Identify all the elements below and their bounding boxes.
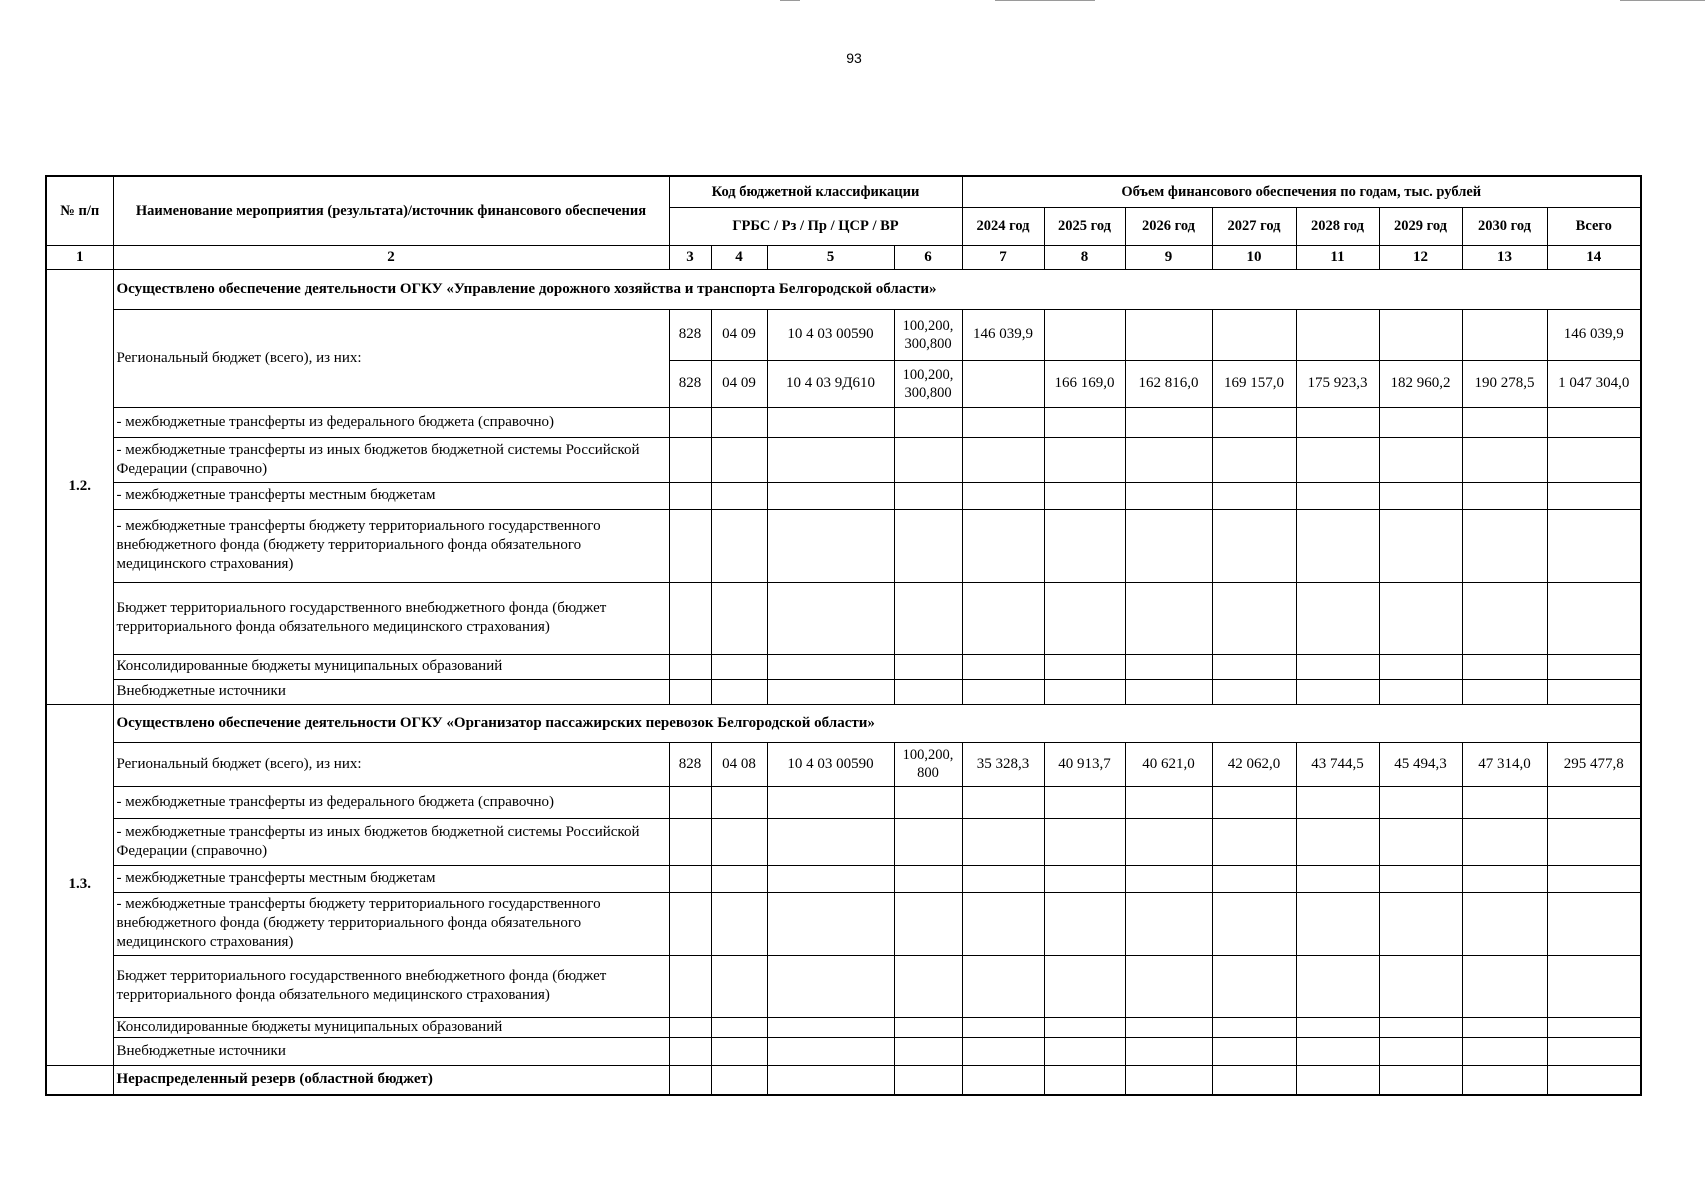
header-year: 2026 год: [1125, 207, 1212, 245]
grbs-cell: 828: [669, 309, 711, 360]
total-cell: 295 477,8: [1547, 742, 1641, 786]
column-number: 13: [1462, 245, 1547, 269]
header-year: 2028 год: [1296, 207, 1379, 245]
scan-artifact-line: [995, 0, 1095, 1]
sub-row-label: Консолидированные бюджеты муниципальных образований: [113, 654, 669, 679]
scan-artifact-line: [1620, 0, 1705, 1]
column-number: 5: [767, 245, 894, 269]
column-number: 12: [1379, 245, 1462, 269]
value-cell: 45 494,3: [1379, 742, 1462, 786]
sub-row-label: - межбюджетные трансферты из федерального бюджета (справочно): [113, 786, 669, 818]
sub-row-label: Бюджет территориального государственного внебюджетного фонда (бюджет территориального фонда обязательного медицинского страхования): [113, 582, 669, 654]
vr-cell: 100,200, 300,800: [894, 360, 962, 407]
sub-row-label: Внебюджетные источники: [113, 679, 669, 704]
reserve-label: Нераспределенный резерв (областной бюджет): [113, 1065, 669, 1095]
column-number: 3: [669, 245, 711, 269]
reserve-row: [46, 1065, 1641, 1095]
value-cell: [1462, 309, 1547, 360]
sub-row: [46, 865, 1641, 892]
header-year: 2025 год: [1044, 207, 1125, 245]
header-year: 2029 год: [1379, 207, 1462, 245]
section-title-row: [46, 269, 1641, 309]
value-cell: [1296, 309, 1379, 360]
column-number: 14: [1547, 245, 1641, 269]
sub-row-label: Консолидированные бюджеты муниципальных образований: [113, 1017, 669, 1037]
total-cell: 146 039,9: [1547, 309, 1641, 360]
section-title: Осуществлено обеспечение деятельности ОГКУ «Организатор пассажирских перевозок Белгородской области»: [113, 704, 1641, 742]
column-number: 1: [46, 245, 113, 269]
sub-row-label: - межбюджетные трансферты из федерального бюджета (справочно): [113, 407, 669, 437]
rz-pr-cell: 04 09: [711, 360, 767, 407]
csr-cell: 10 4 03 9Д610: [767, 360, 894, 407]
sub-row: [46, 892, 1641, 955]
header-year: 2024 год: [962, 207, 1044, 245]
sub-row-label: - межбюджетные трансферты из иных бюджетов бюджетной системы Российской Федерации (справочно): [113, 818, 669, 865]
header-col-num: № п/п: [46, 176, 113, 245]
column-number: 9: [1125, 245, 1212, 269]
value-cell: 47 314,0: [1462, 742, 1547, 786]
column-number: 11: [1296, 245, 1379, 269]
column-number-row: [46, 245, 1641, 269]
value-cell: 146 039,9: [962, 309, 1044, 360]
header-col-code: Код бюджетной классификации: [669, 176, 962, 207]
sub-row: [46, 654, 1641, 679]
column-number: 2: [113, 245, 669, 269]
sub-row-label: - межбюджетные трансферты бюджету территориального государственного внебюджетного фонда (бюджету территориального фонда обязательного медицинского страхования): [113, 892, 669, 955]
vr-cell: 100,200, 300,800: [894, 309, 962, 360]
value-cell: 169 157,0: [1212, 360, 1296, 407]
sub-row: [46, 437, 1641, 482]
budget-table: [45, 175, 1642, 1096]
sub-row: [46, 407, 1641, 437]
header-col-name: Наименование мероприятия (результата)/источник финансового обеспечения: [113, 176, 669, 245]
reserve-index: [46, 1065, 113, 1095]
sub-row: [46, 955, 1641, 1017]
regional-budget-row: [46, 309, 1641, 360]
value-cell: 40 621,0: [1125, 742, 1212, 786]
column-number: 10: [1212, 245, 1296, 269]
grbs-cell: 828: [669, 742, 711, 786]
header-total: Всего: [1547, 207, 1641, 245]
sub-row: [46, 818, 1641, 865]
total-cell: 1 047 304,0: [1547, 360, 1641, 407]
value-cell: 166 169,0: [1044, 360, 1125, 407]
sub-row-label: - межбюджетные трансферты бюджету территориального государственного внебюджетного фонда (бюджету территориального фонда обязательного медицинского страхования): [113, 509, 669, 582]
rz-pr-cell: 04 08: [711, 742, 767, 786]
sub-row: [46, 482, 1641, 509]
section-title: Осуществлено обеспечение деятельности ОГКУ «Управление дорожного хозяйства и транспорта Белгородской области»: [113, 269, 1641, 309]
value-cell: 162 816,0: [1125, 360, 1212, 407]
column-number: 4: [711, 245, 767, 269]
value-cell: 182 960,2: [1379, 360, 1462, 407]
csr-cell: 10 4 03 00590: [767, 742, 894, 786]
sub-row-label: - межбюджетные трансферты местным бюджетам: [113, 482, 669, 509]
value-cell: [1212, 309, 1296, 360]
value-cell: 42 062,0: [1212, 742, 1296, 786]
value-cell: 175 923,3: [1296, 360, 1379, 407]
sub-row-label: Бюджет территориального государственного внебюджетного фонда (бюджет территориального фонда обязательного медицинского страхования): [113, 955, 669, 1017]
section-title-row: [46, 704, 1641, 742]
sub-row: [46, 1037, 1641, 1065]
sub-row: [46, 786, 1641, 818]
header-col-volume: Объем финансового обеспечения по годам, тыс. рублей: [962, 176, 1641, 207]
value-cell: [1379, 309, 1462, 360]
column-number: 6: [894, 245, 962, 269]
rz-pr-cell: 04 09: [711, 309, 767, 360]
header-year: 2027 год: [1212, 207, 1296, 245]
sub-row-label: - межбюджетные трансферты местным бюджетам: [113, 865, 669, 892]
vr-cell: 100,200, 800: [894, 742, 962, 786]
value-cell: 35 328,3: [962, 742, 1044, 786]
sub-row-label: - межбюджетные трансферты из иных бюджетов бюджетной системы Российской Федерации (справочно): [113, 437, 669, 482]
sub-row-label: Внебюджетные источники: [113, 1037, 669, 1065]
regional-budget-label: Региональный бюджет (всего), из них:: [113, 742, 669, 786]
sub-row: [46, 582, 1641, 654]
grbs-cell: 828: [669, 360, 711, 407]
section-index: 1.2.: [46, 269, 113, 704]
scan-artifact-line: [780, 0, 800, 1]
value-cell: 43 744,5: [1296, 742, 1379, 786]
column-number: 8: [1044, 245, 1125, 269]
section-index: 1.3.: [46, 704, 113, 1065]
regional-budget-row: [46, 742, 1641, 786]
value-cell: [962, 360, 1044, 407]
value-cell: 190 278,5: [1462, 360, 1547, 407]
column-number: 7: [962, 245, 1044, 269]
sub-row: [46, 1017, 1641, 1037]
value-cell: [1125, 309, 1212, 360]
value-cell: 40 913,7: [1044, 742, 1125, 786]
header-col-code-sub: ГРБС / Рз / Пр / ЦСР / ВР: [669, 207, 962, 245]
sub-row: [46, 509, 1641, 582]
regional-budget-label: Региональный бюджет (всего), из них:: [113, 309, 669, 407]
sub-row: [46, 679, 1641, 704]
header-year: 2030 год: [1462, 207, 1547, 245]
page-number: 93: [846, 50, 862, 66]
value-cell: [1044, 309, 1125, 360]
header-row-top: [46, 176, 1641, 207]
csr-cell: 10 4 03 00590: [767, 309, 894, 360]
